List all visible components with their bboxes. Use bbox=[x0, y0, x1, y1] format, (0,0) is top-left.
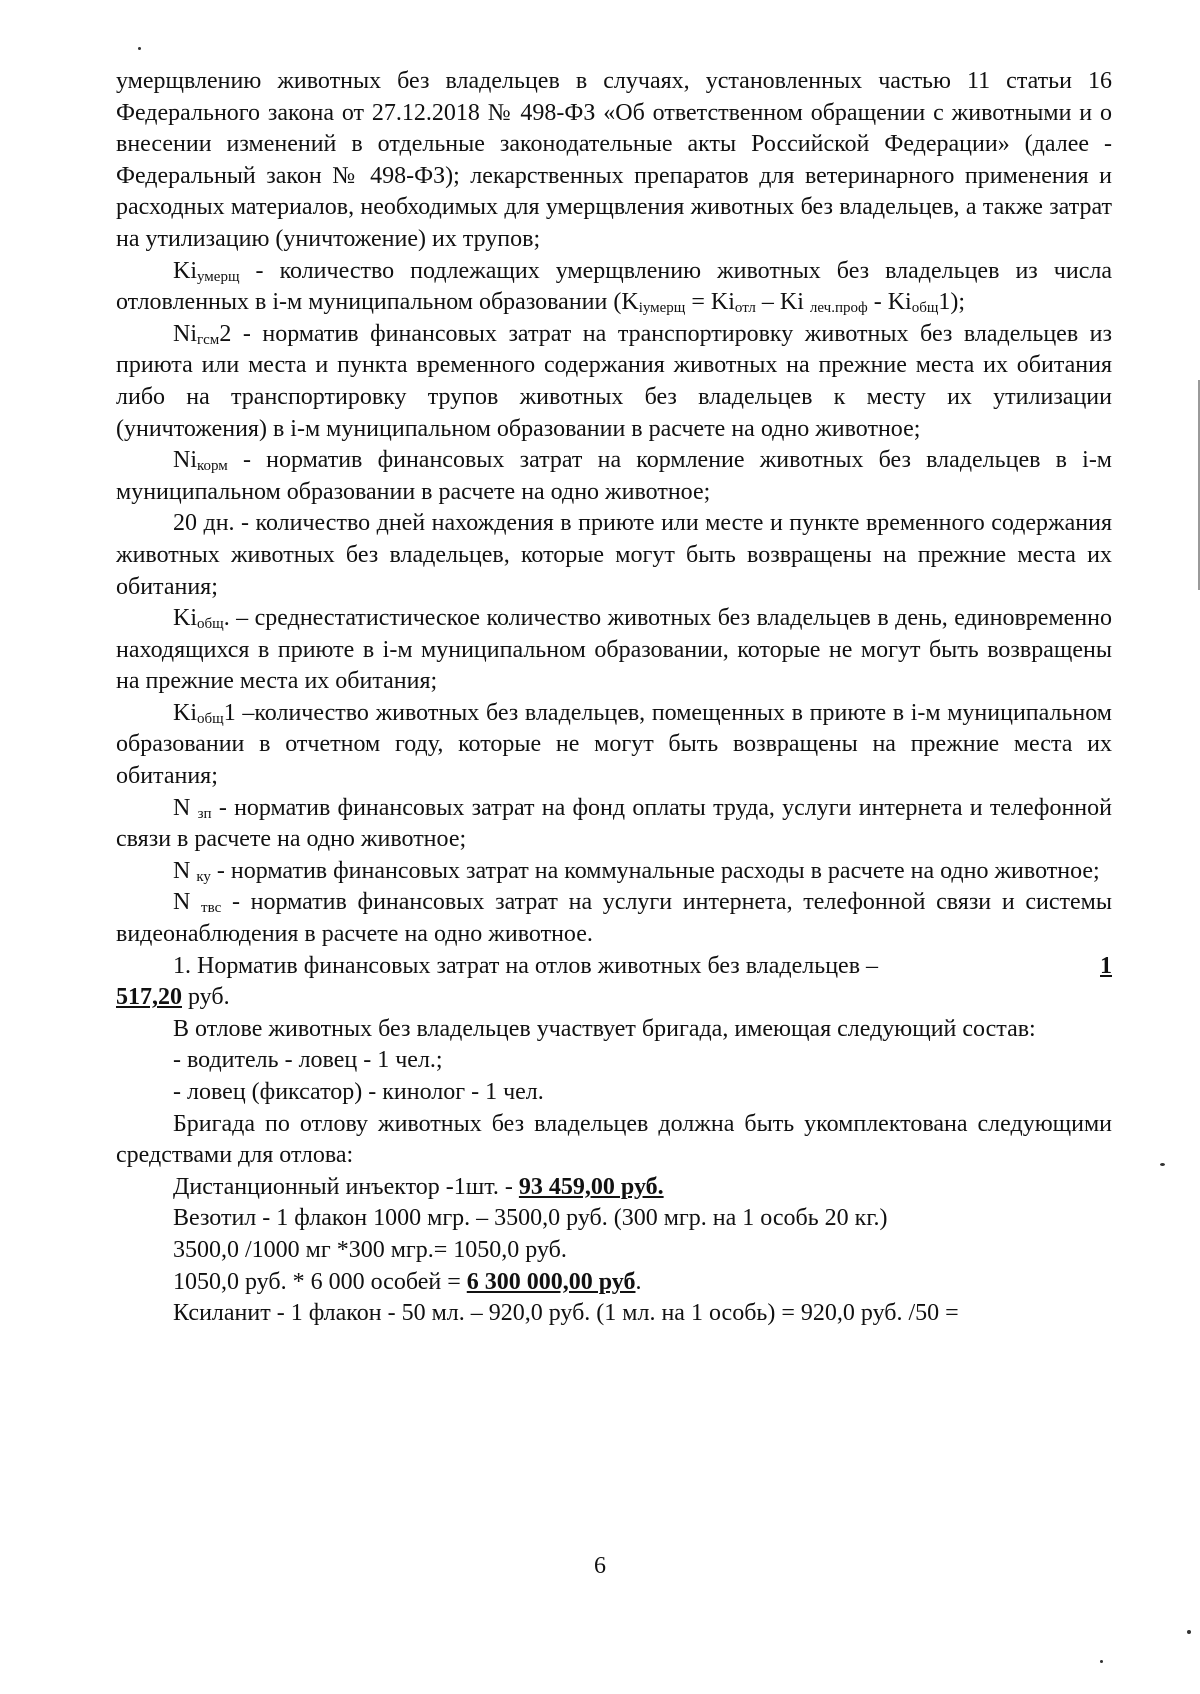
paragraph: $Ni_{гсм}2$ - норматив финансовых затрат на транспортировку животных без владельцев из приюта или места и пункта временного содержания животных на прежние места их обитания либо на транспортировку трупов животных без владельцев к месту их утилизации (уничтожения) в i-м муниципальном образовании в расчете на одно животное; bbox=[116, 320, 1112, 442]
section-amount-part: 1 bbox=[1100, 952, 1112, 979]
paragraph: $Ni_{корм}$ - норматив финансовых затрат на кормление животных без владельцев в i-м муниципальном образовании в расчете на одно животное; bbox=[116, 447, 1112, 505]
paragraph: В отлове животных без владельцев участвует бригада, имеющая следующий состав: bbox=[173, 1015, 1036, 1042]
equipment-item: Везотил - 1 флакон 1000 мгр. – 3500,0 руб. (300 мгр. на 1 особь 20 кг.) bbox=[173, 1205, 888, 1232]
equipment-item: Ксиланит - 1 флакон - 50 мл. – 920,0 руб. (1 мл. на 1 особь) = 920,0 руб. /50 = bbox=[173, 1300, 959, 1327]
paragraph: Бригада по отлову животных без владельцев должна быть укомплектована следующими средствами для отлова: bbox=[116, 1110, 1112, 1169]
scan-speck bbox=[1187, 1630, 1191, 1634]
equipment-item: Дистанционный инъектор -1шт. - 93 459,00 руб. bbox=[173, 1173, 664, 1200]
scan-speck bbox=[1100, 1660, 1103, 1663]
body-text bbox=[116, 66, 1112, 1330]
list-item: - водитель - ловец - 1 чел.; bbox=[173, 1047, 443, 1074]
paragraph: N $_{ку}$ - норматив финансовых затрат на коммунальные расходы в расчете на одно животное; bbox=[173, 857, 1100, 885]
list-item: - ловец (фиксатор) - кинолог - 1 чел. bbox=[173, 1079, 544, 1105]
scan-speck bbox=[1160, 1163, 1165, 1166]
paragraph: умерщвлению животных без владельцев в случаях, установленных частью 11 статьи 16 Федерального закона от 27.12.2018 № 498-ФЗ «Об ответственном обращении с животными и о внесении изменений в отдельные законодательные акты Российской Федерации» (далее - Федеральный закон № 498-ФЗ); лекарственных препаратов для ветеринарного применения и расходных материалов, необходимых для умерщвления животных без владельцев, а также затрат на утилизацию (уничтожение) их трупов; bbox=[116, 68, 1112, 252]
section-amount: 517,20 bbox=[116, 984, 182, 1011]
paragraph: N $_{твс}$ - норматив финансовых затрат на услуги интернета, телефонной связи и системы видеонаблюдения в расчете на одно животное. bbox=[116, 889, 1112, 948]
calculation-line: 1050,0 руб. * 6 000 особей = 6 300 000,00 руб. bbox=[173, 1268, 642, 1295]
paragraph: 517,20 руб. bbox=[116, 984, 230, 1011]
paragraph: N $_{зп}$ - норматив финансовых затрат на фонд оплаты труда, услуги интернета и телефонной связи в расчете на одно животное; bbox=[116, 794, 1112, 853]
scan-speck bbox=[138, 47, 141, 50]
paragraph: $Ki_{умерщ}$ - количество подлежащих умерщвлению животных без владельцев из числа отловленных в i-м муниципальном образовании ($K_{iумерщ} = Ki_{отл} - Ki$ $_{леч.проф} - Ki_{общ}1$); bbox=[116, 257, 1112, 317]
paragraph: $Ki_{общ}1$ –количество животных без владельцев, помещенных в приюте в i-м муниципальном образовании в отчетном году, которые не могут быть возвращены на прежние места их обитания; bbox=[116, 699, 1112, 790]
section-heading: 1. Норматив финансовых затрат на отлов животных без владельцев – bbox=[173, 952, 879, 979]
page-number: 6 bbox=[594, 1553, 606, 1579]
calculation-line: 3500,0 /1000 мг *300 мгр.= 1050,0 руб. bbox=[173, 1236, 567, 1263]
total-amount: 6 300 000,00 руб bbox=[466, 1268, 636, 1295]
paragraph: $Ki_{общ}$. – среднестатистическое количество животных без владельцев в день, единовременно находящихся в приюте в i-м муниципальном образовании, которые не могут быть возвращены на прежние места их обитания; bbox=[116, 605, 1112, 695]
injector-price: 93 459,00 руб. bbox=[518, 1173, 664, 1200]
section-heading-row bbox=[116, 951, 1112, 983]
paragraph: 20 дн. - количество дней нахождения в приюте или месте и пункте временного содержания животных животных без владельцев, которые могут быть возвращены на прежние места их обитания; bbox=[116, 510, 1112, 600]
